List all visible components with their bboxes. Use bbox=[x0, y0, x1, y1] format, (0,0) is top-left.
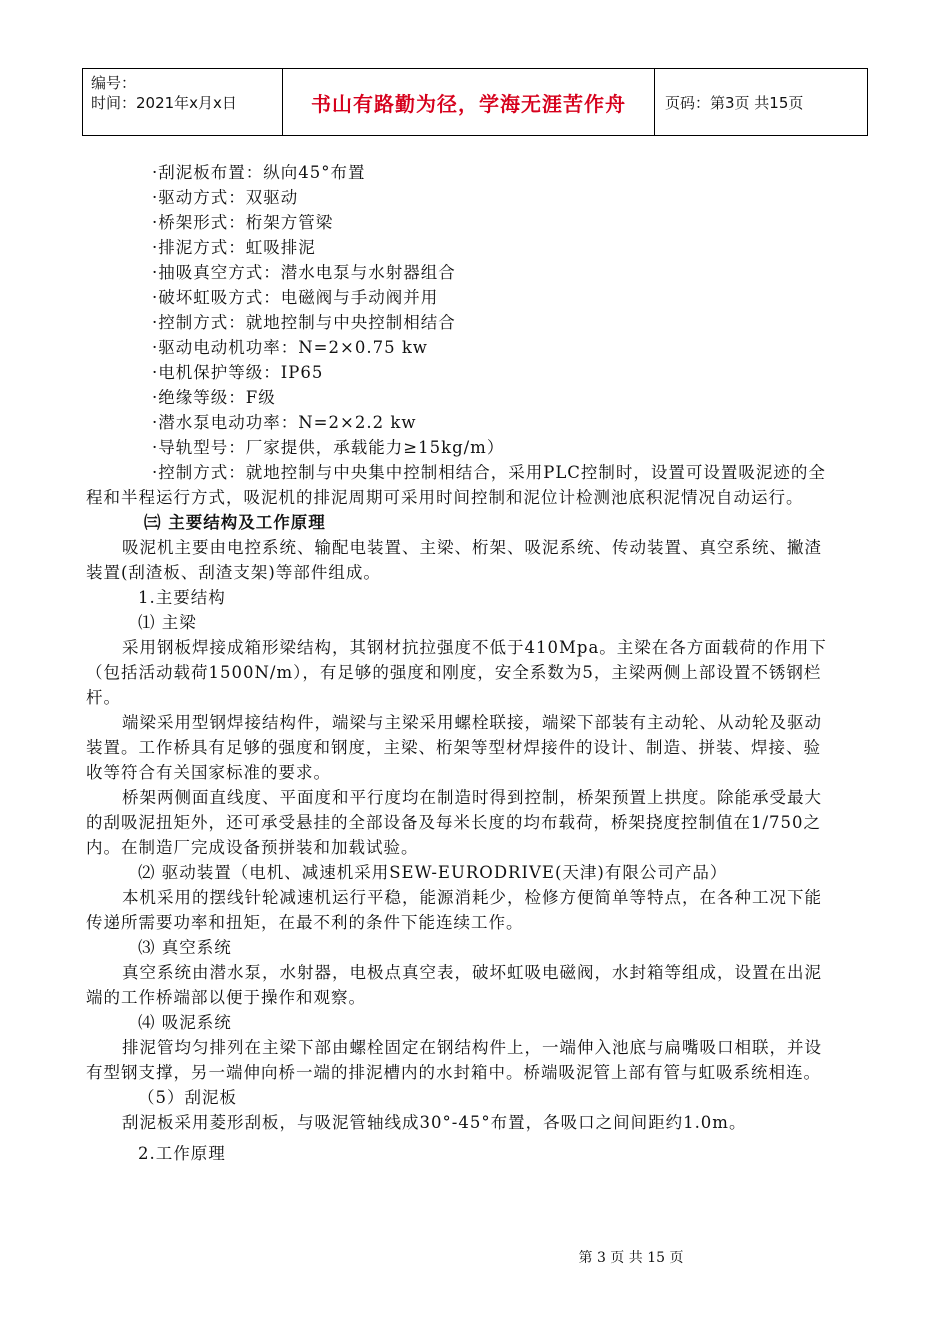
spec-item: ·控制方式：就地控制与中央控制相结合 bbox=[152, 313, 456, 332]
spec-item: ·桥架形式：桁架方管梁 bbox=[152, 213, 334, 232]
spec-item: ·刮泥板布置：纵向45°布置 bbox=[152, 163, 366, 182]
spec-item: ·驱动方式：双驱动 bbox=[152, 188, 299, 207]
subsection-heading: （5）刮泥板 bbox=[138, 1088, 237, 1107]
spec-item: ·抽吸真空方式：潜水电泵与水射器组合 bbox=[152, 263, 456, 282]
page-header bbox=[82, 68, 868, 136]
spec-item: ·排泥方式：虹吸排泥 bbox=[152, 238, 316, 257]
spec-item: ·破坏虹吸方式：电磁阀与手动阀并用 bbox=[152, 288, 439, 307]
subsection-heading: ⑵ 驱动装置（电机、减速机采用SEW-EURODRIVE(天津)有限公司产品） bbox=[138, 863, 728, 882]
subsection-heading: ⑴ 主梁 bbox=[138, 613, 197, 632]
paragraph: 真空系统由潜水泵，水射器，电极点真空表，破坏虹吸电磁阀，水封箱等组成，设置在出泥端的工作桥端部以便于操作和观察。 bbox=[86, 963, 822, 1007]
paragraph: 吸泥机主要由电控系统、输配电装置、主梁、桁架、吸泥系统、传动装置、真空系统、撇渣装置(刮渣板、刮渣支架)等部件组成。 bbox=[86, 538, 822, 582]
subsection-heading: ⑶ 真空系统 bbox=[138, 938, 232, 957]
paragraph: 端梁采用型钢焊接结构件，端梁与主梁采用螺栓联接，端梁下部装有主动轮、从动轮及驱动装置。工作桥具有足够的强度和钢度，主梁、桁架等型材焊接件的设计、制造、拼装、焊接、验收等符合有关国家标准的要求。 bbox=[86, 713, 822, 782]
subsection-heading: ⑷ 吸泥系统 bbox=[138, 1013, 232, 1032]
paragraph: 本机采用的摆线针轮减速机运行平稳，能源消耗少，检修方便简单等特点，在各种工况下能传递所需要功率和扭矩，在最不利的条件下能连续工作。 bbox=[86, 888, 822, 932]
spec-item: ·潜水泵电动功率：N=2×2.2 kw bbox=[152, 413, 417, 432]
spec-item: ·导轨型号：厂家提供，承载能力≥15kg/m） bbox=[152, 438, 505, 457]
document-date: 时间：2021年x月x日 bbox=[91, 94, 237, 112]
subsection-heading: 1.主要结构 bbox=[138, 588, 226, 607]
document-number: 编号： bbox=[91, 74, 137, 92]
document-body bbox=[86, 160, 838, 1166]
spec-item: ·绝缘等级：F级 bbox=[152, 388, 276, 407]
header-page-number: 页码：第3页 共15页 bbox=[665, 93, 804, 112]
paragraph: 排泥管均匀排列在主梁下部由螺栓固定在钢结构件上，一端伸入池底与扁嘴吸口相联，并设有型钢支撑，另一端伸向桥一端的排泥槽内的水封箱中。桥端吸泥管上部有管与虹吸系统相连。 bbox=[86, 1038, 822, 1082]
header-motto: 书山有路勤为径，学海无涯苦作舟 bbox=[283, 69, 655, 135]
spec-item: ·驱动电动机功率：N=2×0.75 kw bbox=[152, 338, 428, 357]
control-paragraph: ·控制方式：就地控制与中央集中控制相结合，采用PLC控制时，设置可设置吸泥迹的全程和半程运行方式，吸泥机的排泥周期可采用时间控制和泥位计检测池底积泥情况自动运行。 bbox=[86, 463, 826, 507]
paragraph: 刮泥板采用菱形刮板，与吸泥管轴线成30°-45°布置，各吸口之间间距约1.0m。 bbox=[122, 1113, 747, 1132]
page-footer: 第 3 页 共 15 页 bbox=[578, 1250, 684, 1266]
paragraph: 桥架两侧面直线度、平面度和平行度均在制造时得到控制，桥架预置上拱度。除能承受最大的刮吸泥扭矩外，还可承受悬挂的全部设备及每米长度的均布载荷，桥架挠度控制值在1/750之内。在制造厂完成设备预拼装和加载试验。 bbox=[86, 788, 822, 857]
header-meta bbox=[83, 69, 283, 135]
spec-item: ·电机保护等级：IP65 bbox=[152, 363, 324, 382]
section-heading: ㈢ 主要结构及工作原理 bbox=[144, 513, 326, 532]
paragraph: 采用钢板焊接成箱形梁结构，其钢材抗拉强度不低于410Mpa。主梁在各方面载荷的作用下（包括活动载荷1500N/m），有足够的强度和刚度，安全系数为5，主梁两侧上部设置不锈钢栏杆。 bbox=[86, 638, 827, 707]
subsection-heading: 2.工作原理 bbox=[138, 1144, 226, 1163]
